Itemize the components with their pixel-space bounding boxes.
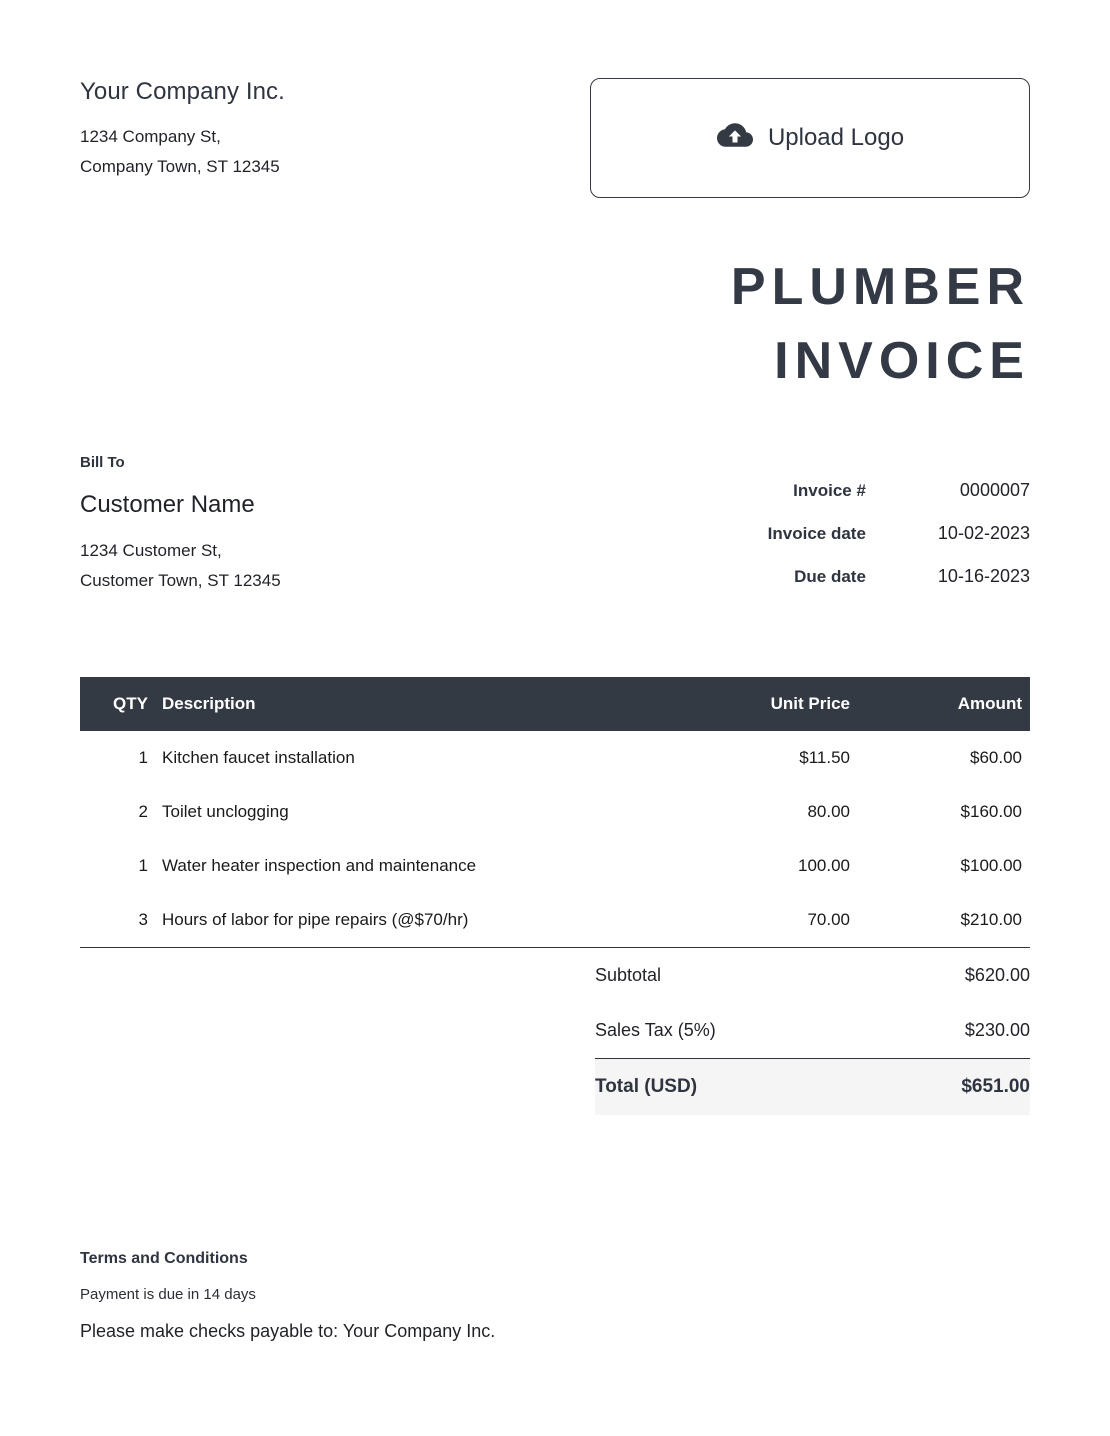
column-header-amount: Amount (957, 694, 1022, 713)
meta-row-invoice-number (768, 480, 1030, 523)
cell-unit-price: 70.00 (807, 910, 850, 929)
totals-label-subtotal: Subtotal (595, 965, 662, 985)
customer-address-line-1: 1234 Customer St, (80, 541, 222, 560)
meta-value-due-date: 10-16-2023 (937, 566, 1030, 586)
totals-section (80, 947, 1030, 1115)
cell-unit-price: $11.50 (799, 748, 850, 767)
upload-logo-button[interactable] (590, 78, 1030, 198)
line-items-table (80, 677, 1030, 947)
page-title-line-1: PLUMBER (730, 258, 1030, 316)
company-block (80, 78, 285, 182)
customer-address-line-2: Customer Town, ST 12345 (80, 571, 281, 590)
terms-checks-line: Please make checks payable to: Your Company Inc. (80, 1321, 496, 1341)
totals-row-subtotal (595, 948, 1030, 1003)
company-address-line-2: Company Town, ST 12345 (80, 157, 280, 176)
cell-amount: $60.00 (970, 748, 1022, 767)
cell-amount: $210.00 (960, 910, 1022, 929)
page-title (80, 250, 1030, 398)
page-title-line-2: INVOICE (774, 332, 1030, 390)
terms-title: Terms and Conditions (80, 1250, 248, 1267)
totals-row-sales-tax (595, 1003, 1030, 1059)
cell-description: Hours of labor for pipe repairs (@$70/hr) (162, 910, 469, 929)
cell-qty: 2 (138, 802, 148, 821)
meta-row-invoice-date (768, 523, 1030, 566)
terms-and-conditions (80, 1250, 495, 1342)
header-row (80, 0, 1030, 198)
meta-value-invoice-number: 0000007 (959, 480, 1030, 500)
meta-label-invoice-date: Invoice date (767, 523, 866, 543)
cell-qty: 1 (138, 748, 148, 767)
bill-to-and-meta-row (80, 454, 1030, 609)
line-items-header-row (80, 677, 1030, 731)
meta-label-invoice-number: Invoice # (793, 480, 866, 500)
cell-unit-price: 100.00 (798, 856, 850, 875)
table-row (80, 731, 1030, 785)
totals-value-total: $651.00 (961, 1076, 1030, 1097)
cell-description: Kitchen faucet installation (162, 748, 355, 767)
cell-qty: 3 (138, 910, 148, 929)
cell-description: Toilet unclogging (162, 802, 289, 821)
cell-description: Water heater inspection and maintenance (162, 856, 477, 875)
column-header-unit-price: Unit Price (770, 694, 850, 713)
cell-amount: $160.00 (960, 802, 1022, 821)
cell-unit-price: 80.00 (807, 802, 850, 821)
bill-to-label: Bill To (80, 454, 125, 471)
invoice-meta-table (768, 480, 1030, 609)
table-row (80, 893, 1030, 947)
table-row (80, 785, 1030, 839)
column-header-qty: QTY (113, 694, 148, 713)
totals-label-sales-tax: Sales Tax (5%) (595, 1020, 716, 1040)
bill-to-block (80, 454, 281, 596)
meta-value-invoice-date: 10-02-2023 (937, 523, 1030, 543)
totals-label-total: Total (USD) (595, 1076, 698, 1097)
totals-table (595, 948, 1030, 1115)
terms-payment-line: Payment is due in 14 days (80, 1286, 256, 1303)
totals-value-sales-tax: $230.00 (964, 1020, 1030, 1040)
customer-name: Customer Name (80, 491, 255, 518)
column-header-description: Description (162, 694, 256, 713)
table-row (80, 839, 1030, 893)
totals-value-subtotal: $620.00 (964, 965, 1030, 985)
cell-qty: 1 (138, 856, 148, 875)
upload-logo-label: Upload Logo (767, 124, 905, 151)
meta-row-due-date (768, 566, 1030, 609)
meta-label-due-date: Due date (794, 566, 866, 586)
cell-amount: $100.00 (960, 856, 1022, 875)
totals-row-total (595, 1059, 1030, 1116)
cloud-upload-icon (716, 121, 754, 156)
company-name: Your Company Inc. (80, 78, 285, 105)
company-address-line-1: 1234 Company St, (80, 127, 221, 146)
